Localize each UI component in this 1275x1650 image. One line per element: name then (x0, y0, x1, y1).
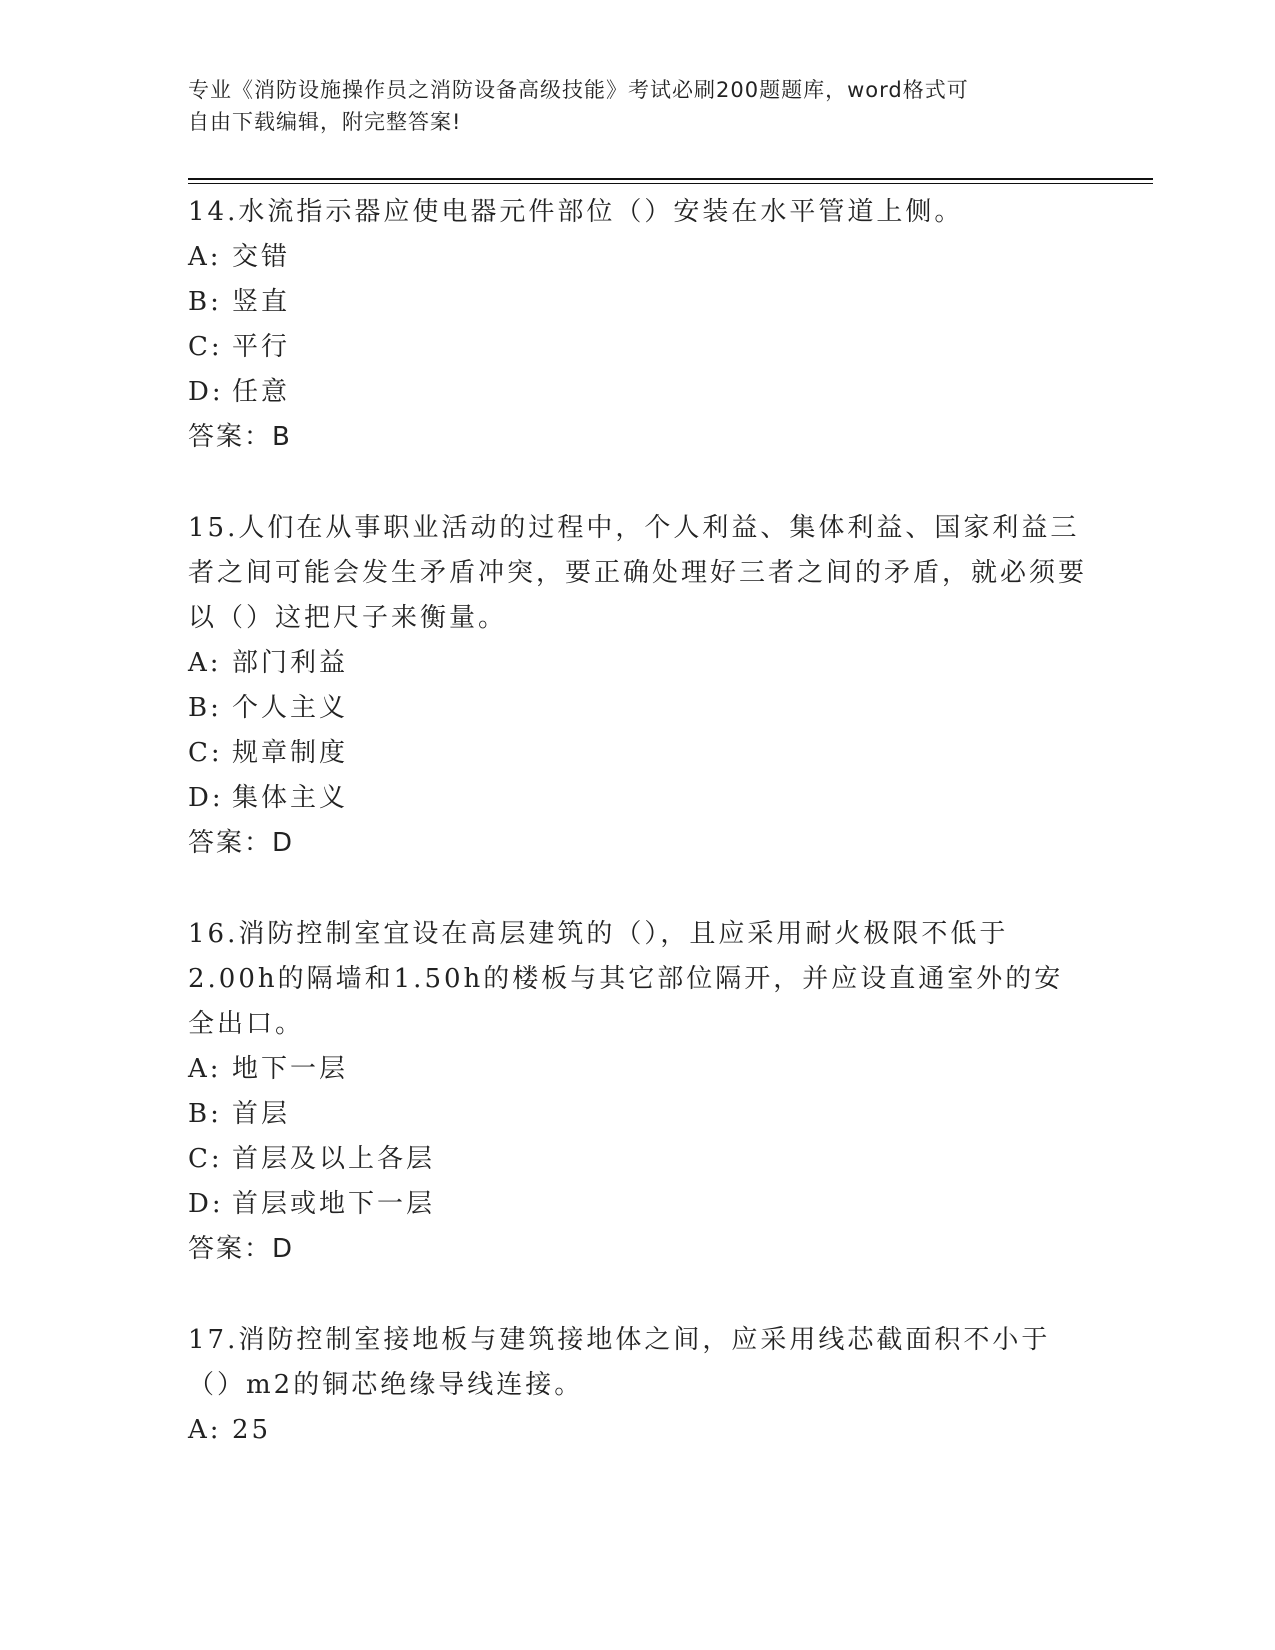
option-letter: A: (188, 1415, 222, 1445)
option-letter: C: (188, 738, 223, 768)
option-d (188, 370, 1088, 415)
option-text: 任意 (232, 377, 291, 407)
option-letter: C: (188, 332, 223, 362)
answer-line: 答案：B (188, 422, 292, 452)
question-stem: 15.人们在从事职业活动的过程中，个人利益、集体利益、国家利益三者之间可能会发生矛盾冲突，要正确处理好三者之间的矛盾，就必须要以（）这把尺子来衡量。 (188, 513, 1088, 633)
option-text: 规章制度 (232, 738, 349, 768)
option-b (188, 686, 1088, 731)
option-text: 首层 (232, 1099, 291, 1129)
option-a (188, 641, 1088, 686)
option-text: 首层或地下一层 (232, 1189, 436, 1219)
document-header (188, 74, 1068, 138)
option-c (188, 731, 1088, 776)
answer-line: 答案：D (188, 828, 295, 858)
option-letter: A: (188, 648, 222, 678)
option-text: 竖直 (232, 287, 291, 317)
question-16 (188, 912, 1088, 1272)
option-a (188, 1047, 1088, 1092)
option-d (188, 1182, 1088, 1227)
question-stem: 17.消防控制室接地板与建筑接地体之间，应采用线芯截面积不小于（）m2的铜芯绝缘导线连接。 (188, 1325, 1051, 1400)
option-letter: D: (188, 783, 224, 813)
option-letter: D: (188, 1189, 224, 1219)
option-b (188, 1092, 1088, 1137)
option-a (188, 1408, 1088, 1453)
header-divider-thin (188, 183, 1153, 184)
question-stem: 16.消防控制室宜设在高层建筑的（），且应采用耐火极限不低于2.00h的隔墙和1.50h的楼板与其它部位隔开，并应设直通室外的安全出口。 (188, 919, 1064, 1039)
option-text: 25 (232, 1415, 272, 1445)
answer-line: 答案：D (188, 1234, 295, 1264)
question-stem: 14.水流指示器应使电器元件部位（）安装在水平管道上侧。 (188, 197, 964, 227)
option-c (188, 1137, 1088, 1182)
option-text: 地下一层 (232, 1054, 349, 1084)
option-b (188, 280, 1088, 325)
option-d (188, 776, 1088, 821)
question-list (188, 190, 1088, 1499)
option-text: 交错 (232, 242, 291, 272)
option-text: 部门利益 (232, 648, 349, 678)
question-17 (188, 1318, 1088, 1453)
option-c (188, 325, 1088, 370)
option-letter: A: (188, 1054, 222, 1084)
header-line-2: 自由下载编辑，附完整答案! (188, 110, 462, 134)
option-text: 集体主义 (232, 783, 349, 813)
option-text: 个人主义 (232, 693, 349, 723)
header-line-1: 专业《消防设施操作员之消防设备高级技能》考试必刷200题题库，word格式可 (188, 78, 969, 102)
header-divider-thick (188, 178, 1153, 180)
option-letter: B: (188, 1099, 222, 1129)
question-14 (188, 190, 1088, 460)
option-text: 首层及以上各层 (232, 1144, 436, 1174)
option-letter: B: (188, 693, 222, 723)
option-letter: A: (188, 242, 222, 272)
option-letter: C: (188, 1144, 223, 1174)
option-a (188, 235, 1088, 280)
option-letter: D: (188, 377, 224, 407)
option-text: 平行 (232, 332, 291, 362)
option-letter: B: (188, 287, 222, 317)
question-15 (188, 506, 1088, 866)
